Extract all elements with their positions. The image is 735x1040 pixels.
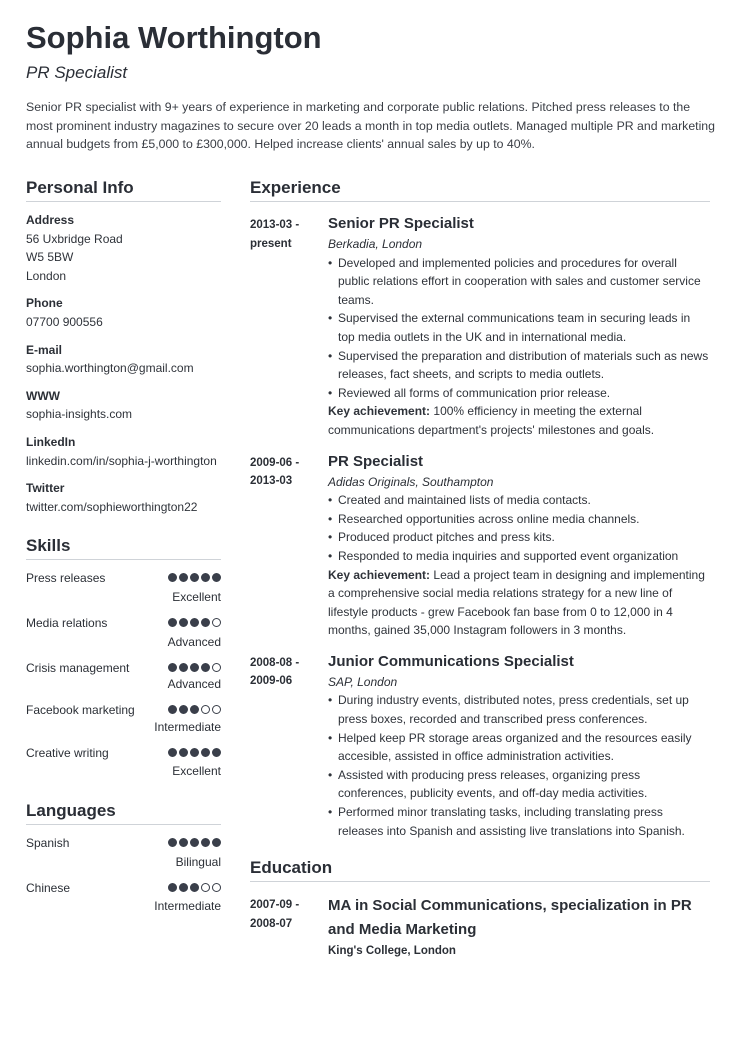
rating-dot-filled-icon: [190, 883, 199, 892]
date-start: 2007-09 -: [250, 899, 300, 912]
responsibility-item: • Assisted with producing press releases, organizing press conferences, publicity events, and off-day media activities.: [328, 766, 710, 803]
degree-title: MA in Social Communications, specialization in PR and Media Marketing: [328, 897, 692, 939]
rating-dot-filled-icon: [212, 838, 221, 847]
twitter-label: Twitter: [26, 481, 65, 496]
date-end: 2008-07: [250, 917, 293, 930]
phone-block: [26, 294, 221, 331]
languages-section: [26, 801, 221, 914]
rating-dot-filled-icon: [201, 618, 210, 627]
rating-dot-filled-icon: [168, 838, 177, 847]
language-row: [26, 834, 221, 870]
www-value[interactable]: sophia-insights.com: [26, 407, 133, 422]
skill-row: [26, 744, 221, 780]
rating-dot-filled-icon: [212, 573, 221, 582]
responsibility-list: [328, 691, 710, 840]
responsibility-item: • Created and maintained lists of media contacts.: [328, 491, 710, 510]
skill-row: [26, 659, 221, 693]
rating-dot-filled-icon: [201, 573, 210, 582]
address-value: [26, 230, 221, 286]
school-name: King's College, London: [328, 945, 456, 958]
rating-dot-filled-icon: [190, 573, 199, 582]
languages-heading: Languages: [26, 801, 221, 825]
date-start: 2013-03 -: [250, 219, 300, 231]
skill-name: Press releases: [26, 571, 106, 586]
address-line: W5 5BW: [26, 250, 74, 265]
key-achievement-label: Key achievement:: [328, 567, 431, 582]
rating-dot-filled-icon: [212, 748, 221, 757]
responsibility-item: • During industry events, distributed notes, press credentials, set up press boxes, recorded and transcribed press conferences.: [328, 691, 710, 728]
education-entry: [250, 894, 710, 961]
rating-dot-filled-icon: [179, 883, 188, 892]
rating-dot-filled-icon: [190, 663, 199, 672]
linkedin-block: [26, 433, 221, 470]
twitter-value[interactable]: twitter.com/sophieworthington22: [26, 499, 198, 514]
rating-dot-filled-icon: [190, 705, 199, 714]
proficiency-level: Bilingual: [175, 854, 221, 869]
proficiency-level: Intermediate: [154, 899, 221, 914]
www-label: WWW: [26, 388, 60, 403]
www-block: [26, 387, 221, 424]
entry-body: [328, 214, 710, 440]
email-label: E-mail: [26, 342, 63, 357]
rating-dot-filled-icon: [190, 748, 199, 757]
responsibility-item: • Produced product pitches and press kits.: [328, 528, 710, 547]
rating-dot-empty-icon: [212, 663, 221, 672]
entry-body: [328, 452, 710, 640]
profile-summary: Senior PR specialist with 9+ years of experience in marketing and corporate public relations. Pitched press releases to the most prominent industry magazines to secure over 20 leads a month in top media outlets. Managed multiple PR and marketing annual budgets from £5,000 to £300,000. Helped increase clients' annual sales by up to 40%.: [26, 100, 715, 152]
rating-dot-filled-icon: [168, 748, 177, 757]
responsibility-item: • Helped keep PR storage areas organized and the resources easily accesible, assisted in office administration activities.: [328, 729, 710, 766]
date-start: 2008-08 -: [250, 656, 300, 669]
address-line: 56 Uxbridge Road: [26, 231, 123, 246]
date-end: present: [250, 237, 292, 250]
rating-dot-filled-icon: [168, 618, 177, 627]
phone-label: Phone: [26, 296, 63, 311]
responsibility-item: • Researched opportunities across online media channels.: [328, 510, 710, 529]
skills-heading: Skills: [26, 536, 221, 560]
responsibility-item: • Responded to media inquiries and supported event organization: [328, 547, 710, 566]
responsibility-list: [328, 491, 710, 565]
rating-dot-filled-icon: [179, 618, 188, 627]
date-range: [250, 896, 320, 933]
experience-list: [250, 214, 710, 840]
rating-dot-filled-icon: [179, 573, 188, 582]
rating-dot-filled-icon: [201, 663, 210, 672]
address-line: London: [26, 268, 67, 283]
entry-body: [328, 894, 710, 961]
rating-dot-filled-icon: [168, 663, 177, 672]
education-heading: Education: [250, 858, 710, 882]
language-name: Chinese: [26, 880, 71, 895]
skill-name: Crisis management: [26, 660, 130, 675]
rating-dot-filled-icon: [179, 705, 188, 714]
linkedin-label: LinkedIn: [26, 434, 76, 449]
rating-dot-empty-icon: [201, 883, 210, 892]
right-column: [250, 178, 710, 961]
language-row: [26, 879, 221, 915]
company-name: Adidas Originals, Southampton: [328, 474, 494, 489]
rating-dot-filled-icon: [190, 838, 199, 847]
responsibility-item: • Supervised the preparation and distribution of materials such as news releases, fact sheets, and scripts to media outlets.: [328, 347, 710, 384]
date-range: [250, 654, 320, 691]
key-achievement: [328, 566, 710, 640]
rating-dot-filled-icon: [179, 748, 188, 757]
responsibility-item: • Supervised the external communications team in securing leads in top media outlets in the UK and in international media.: [328, 309, 710, 346]
rating-dot-empty-icon: [212, 705, 221, 714]
rating-dot-filled-icon: [168, 883, 177, 892]
date-start: 2009-06 -: [250, 456, 300, 469]
skills-list: [26, 569, 221, 779]
rating-dot-filled-icon: [201, 748, 210, 757]
key-achievement-text: 100% efficiency in meeting the external communications department's projects' milestones and goals.: [328, 404, 655, 437]
date-end: 2013-03: [250, 475, 293, 488]
languages-list: [26, 834, 221, 914]
experience-entry: [250, 452, 710, 640]
proficiency-level: Advanced: [167, 677, 221, 692]
rating-dots: [168, 705, 221, 714]
proficiency-level: Intermediate: [154, 719, 221, 734]
responsibility-item: • Developed and implemented policies and procedures for overall public relations effort in cooperation with sales and customer service teams.: [328, 254, 710, 310]
company-name: SAP, London: [328, 674, 398, 689]
skill-name: Media relations: [26, 615, 108, 630]
left-column: [26, 178, 221, 914]
rating-dots: [168, 748, 221, 757]
responsibility-item: • Reviewed all forms of communication prior release.: [328, 384, 710, 403]
skill-name: Facebook marketing: [26, 703, 135, 718]
rating-dot-filled-icon: [168, 705, 177, 714]
rating-dots: [168, 618, 221, 627]
rating-dots: [168, 838, 221, 847]
date-range: [250, 454, 320, 491]
entry-body: [328, 652, 710, 840]
skill-row: [26, 569, 221, 605]
email-block: [26, 341, 221, 378]
rating-dot-empty-icon: [212, 883, 221, 892]
rating-dot-filled-icon: [168, 573, 177, 582]
twitter-block: [26, 479, 221, 516]
date-range: [250, 216, 320, 253]
proficiency-level: Excellent: [172, 764, 221, 779]
education-list: [250, 894, 710, 961]
rating-dot-filled-icon: [179, 663, 188, 672]
key-achievement-text: Lead a project team in designing and implementing a comprehensive social media relations strategy for a new line of lifestyle products - grew Facebook fan base from 0 to 12,000 in 4 months, gained 35,000 Instagram followers in 3 months.: [328, 567, 705, 638]
skill-row: [26, 701, 221, 735]
phone-value: 07700 900556: [26, 314, 103, 329]
skill-row: [26, 614, 221, 650]
skills-section: [26, 536, 221, 779]
rating-dots: [168, 883, 221, 892]
rating-dot-filled-icon: [190, 618, 199, 627]
rating-dot-filled-icon: [179, 838, 188, 847]
address-label: Address: [26, 213, 75, 227]
responsibility-item: • Performed minor translating tasks, including translating press releases into Spanish and assisting live translations into Spanish.: [328, 803, 710, 840]
responsibility-list: [328, 254, 710, 403]
key-achievement: [328, 402, 710, 439]
proficiency-level: Excellent: [172, 589, 221, 604]
rating-dot-empty-icon: [212, 618, 221, 627]
experience-entry: [250, 652, 710, 840]
address-block: [26, 211, 221, 285]
education-section: [250, 858, 710, 961]
linkedin-value[interactable]: linkedin.com/in/sophia-j-worthington: [26, 453, 217, 468]
proficiency-level: Advanced: [167, 634, 221, 649]
job-title: Junior Communications Specialist: [328, 652, 574, 670]
job-title: PR Specialist: [328, 452, 424, 470]
personal-info-heading: Personal Info: [26, 178, 221, 202]
candidate-name: Sophia Worthington: [26, 20, 322, 55]
date-end: 2009-06: [250, 675, 293, 688]
experience-heading: Experience: [250, 178, 710, 202]
email-value[interactable]: sophia.worthington@gmail.com: [26, 361, 194, 376]
rating-dot-empty-icon: [201, 705, 210, 714]
job-title: Senior PR Specialist: [328, 215, 474, 232]
rating-dots: [168, 663, 221, 672]
key-achievement-label: Key achievement:: [328, 404, 431, 419]
company-name: Berkadia, London: [328, 237, 423, 251]
rating-dots: [168, 573, 221, 582]
rating-dot-filled-icon: [201, 838, 210, 847]
experience-entry: [250, 214, 710, 440]
candidate-role: PR Specialist: [26, 63, 128, 82]
language-name: Spanish: [26, 836, 70, 851]
skill-name: Creative writing: [26, 745, 109, 760]
